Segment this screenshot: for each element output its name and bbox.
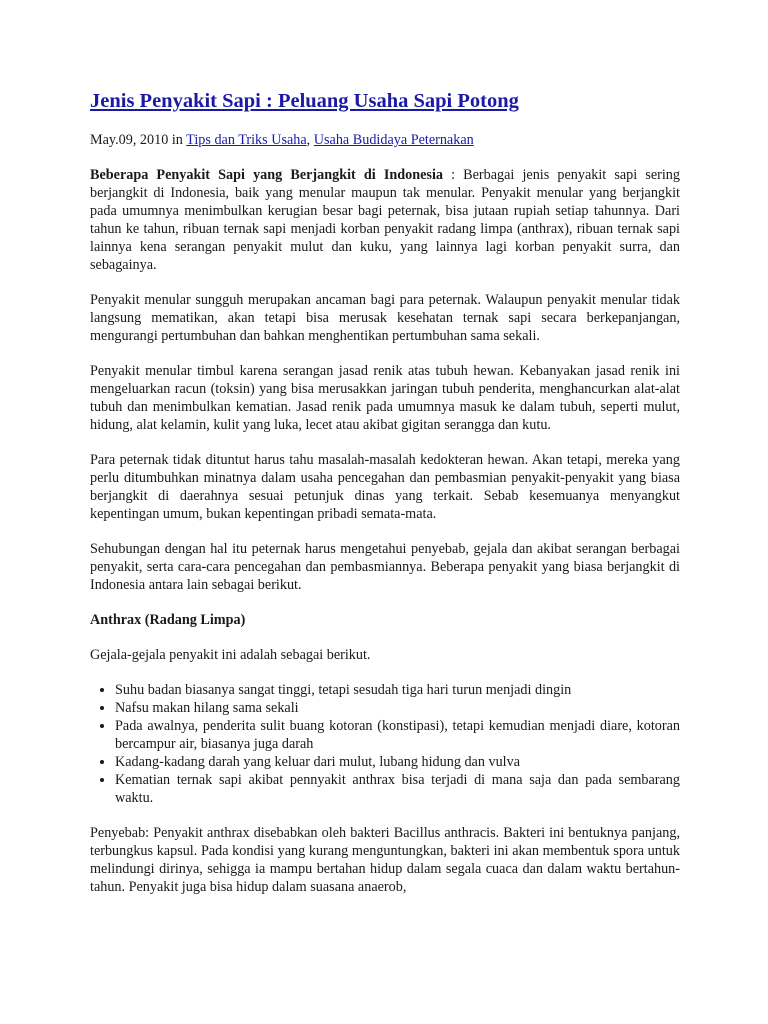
paragraph-diseases-intro: Sehubungan dengan hal itu peternak harus mengetahui penyebab, gejala dan akibat serangan berbagai penyakit, serta cara-cara pencegahan dan pembasmiannya. Beberapa penyakit yang biasa berjangkit di Indonesia antara lain sebagai berikut. — [90, 541, 680, 593]
list-item: • Pada awalnya, penderita sulit buang kotoran (konstipasi), tetapi kemudian menjadi diare, kotoran bercampur air, biasanya juga darah — [115, 717, 680, 753]
category-link-tips[interactable]: Tips dan Triks Usaha — [186, 132, 307, 148]
category-separator: , — [306, 132, 314, 148]
list-item: • Nafsu makan hilang sama sekali — [115, 699, 680, 717]
category-link-budidaya[interactable]: Usaha Budidaya Peternakan — [313, 132, 474, 148]
symptoms-list — [90, 681, 680, 807]
intro-lead: Beberapa Penyakit Sapi yang Berjangkit di Indonesia — [90, 167, 443, 183]
intro-paragraph — [90, 166, 680, 274]
symptoms-intro: Gejala-gejala penyakit ini adalah sebagai berikut. — [90, 647, 371, 663]
list-item: • Kadang-kadang darah yang keluar dari mulut, lubang hidung dan vulva — [115, 753, 680, 771]
intro-text: : Berbagai jenis penyakit sapi sering berjangkit di Indonesia, baik yang menular maupun tak menular. Penyakit menular yang berjangkit pada umumnya menimbulkan kerugian besar bagi peternak, bisa jutaan rupiah setiap tahunnya. Dari tahun ke tahun, ribuan ternak sapi menjadi korban penyakit radang limpa (anthrax), ribuan ternak sapi lainnya kena serangan penyakit mulut dan kuku, yang lainnya lagi korban penyakit surra, dan sebagainya. — [90, 167, 680, 273]
paragraph-cause: Penyebab: Penyakit anthrax disebabkan oleh bakteri Bacillus anthracis. Bakteri ini bentuknya panjang, terbungkus kapsul. Pada kondisi yang kurang menguntungkan, bakteri ini akan membentuk spora untuk melindungi dirinya, sehigga ia mampu bertahan hidup dalam segala cuaca dan dalam waktu bertahun-tahun. Penyakit juga bisa hidup dalam suasana anaerob, — [90, 825, 680, 895]
paragraph-microbes: Penyakit menular timbul karena serangan jasad renik atas tubuh hewan. Kebanyakan jasad renik ini mengeluarkan racun (toksin) yang bisa merusakkan jaringan tubuh penderita, menghancurkan alat-alat tubuh dan menimbulkan kematian. Jasad renik pada umumnya masuk ke dalam tubuh, seperti mulut, hidung, alat kelamin, kulit yang luka, lecet atau akibat gigitan serangga dan kutu. — [90, 363, 680, 433]
article — [90, 88, 680, 913]
post-date: May.09, 2010 in — [90, 132, 187, 148]
article-title-link[interactable]: Jenis Penyakit Sapi : Peluang Usaha Sapi Potong — [90, 90, 519, 112]
list-item: • Kematian ternak sapi akibat pennyakit anthrax bisa terjadi di mana saja dan pada sembarang waktu. — [115, 771, 680, 807]
list-item: • Suhu badan biasanya sangat tinggi, tetapi sesudah tiga hari turun menjadi dingin — [115, 681, 680, 699]
post-meta — [90, 131, 680, 149]
section-heading-anthrax: Anthrax (Radang Limpa) — [90, 612, 246, 628]
paragraph-threat: Penyakit menular sungguh merupakan ancaman bagi para peternak. Walaupun penyakit menular tidak langsung mematikan, akan tetapi bisa merusak kesehatan ternak sapi secara berkepanjangan, mengurangi pertumbuhan dan bahkan menghentikan pertumbuhan sama sekali. — [90, 292, 680, 344]
paragraph-farmers: Para peternak tidak dituntut harus tahu masalah-masalah kedokteran hewan. Akan tetapi, mereka yang perlu ditumbuhkan minatnya dalam usaha pencegahan dan pembasmian penyakit-penyakit yang biasa berjangkit di daerahnya sesuai petunjuk dinas yang terkait. Sebab kesemuanya menyangkut kepentingan umum, bukan kepentingan pribadi semata-mata. — [90, 452, 680, 522]
